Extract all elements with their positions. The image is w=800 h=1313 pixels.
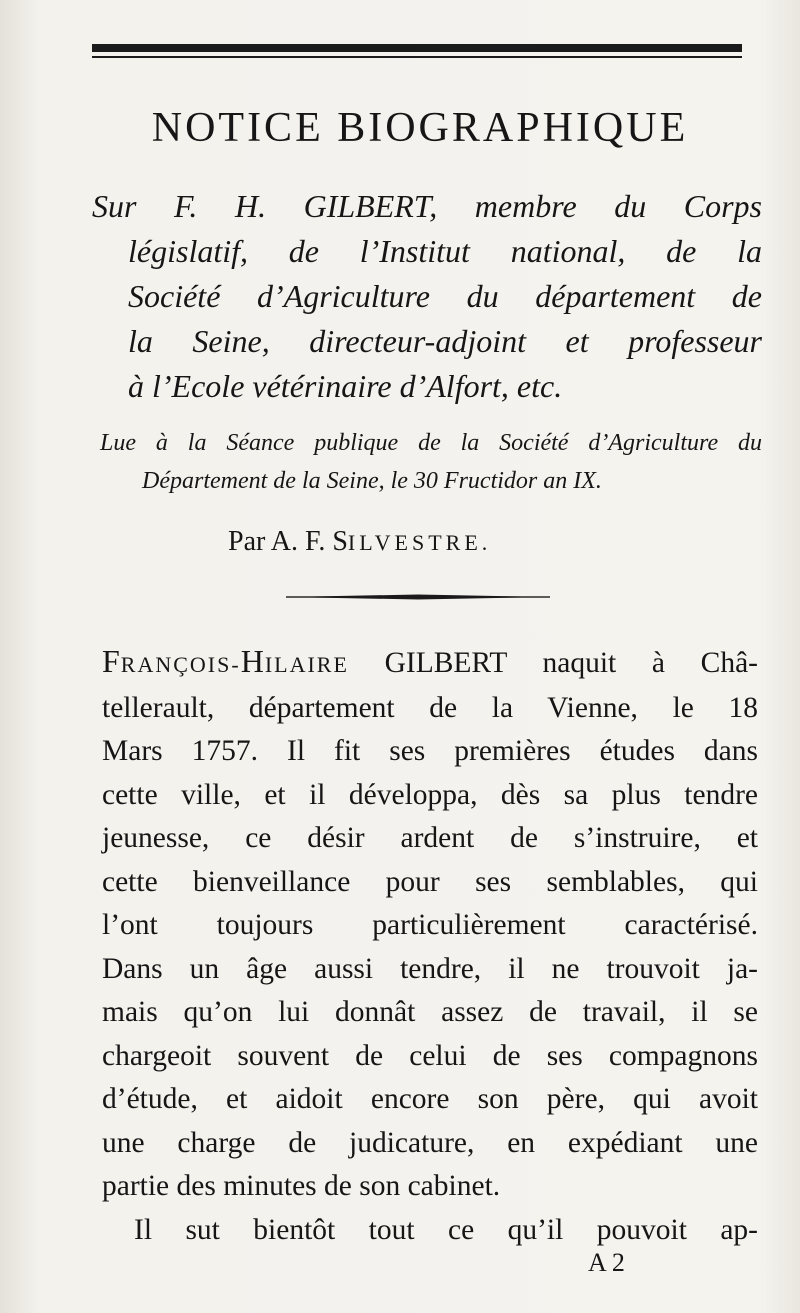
ornamental-rule [286,594,550,600]
body-text [102,640,758,1252]
author-initial: S [332,526,348,557]
top-double-rule [92,44,742,60]
body-line: cette ville, et il développa, dès sa plus tendre [102,778,758,811]
body-line: une charge de judicature, en expédiant une [102,1126,758,1159]
body-line: l’ont toujours particulièrement caractérisé. [102,909,758,941]
author-prefix: Par A. F. [228,526,333,557]
subtitle-line: législatif, de l’Institut national, de la [128,233,762,269]
subtitle-line: Sur F. H. GILBERT, membre du Corps [92,188,762,224]
lecture-line: Lue à la Séance publique de la Société d’Agriculture du [100,430,762,456]
subtitle-block [92,184,762,409]
lead-name: FRANÇOIS-HILAIRE [102,643,349,679]
body-line-first: FRANÇOIS-HILAIRE GILBERT naquit à Châ- [102,643,758,679]
body-line: partie des minutes de son cabinet. [102,1170,501,1202]
body-line-paragraph-start: Il sut bientôt tout ce qu’il pouvoit ap- [134,1213,758,1246]
subtitle-line: la Seine, directeur-adjoint et professeur [128,323,762,359]
top-rule-thin [92,56,742,58]
page-title: NOTICE BIOGRAPHIQUE [151,105,689,151]
body-line: Mars 1757. Il fit ses premières études dans [102,735,758,767]
author-surname: ILVESTRE. [347,530,492,555]
body-line: tellerault, département de la Vienne, le 18 [102,691,758,724]
lecture-note [100,424,762,500]
ornamental-rule-shape [286,594,550,600]
subtitle-line: à l’Ecole vétérinaire d’Alfort, etc. [128,368,563,404]
subtitle-line: Société d’Agriculture du département de [128,278,762,314]
signature-mark: A 2 [588,1248,625,1277]
author-line [228,526,628,558]
lecture-line: Département de la Seine, le 30 Fructidor an IX. [142,468,602,494]
body-line: Dans un âge aussi tendre, il ne trouvoit ja- [102,952,758,985]
body-line: chargeoit souvent de celui de ses compagnons [102,1039,758,1072]
body-line: cette bienveillance pour ses semblables, qui [102,865,758,898]
body-line: d’étude, et aidoit encore son père, qui avoit [102,1083,758,1115]
body-line: mais qu’on lui donnât assez de travail, il se [102,996,758,1028]
body-line: jeunesse, ce désir ardent de s’instruire, et [102,822,758,854]
top-rule-thick [92,44,742,52]
